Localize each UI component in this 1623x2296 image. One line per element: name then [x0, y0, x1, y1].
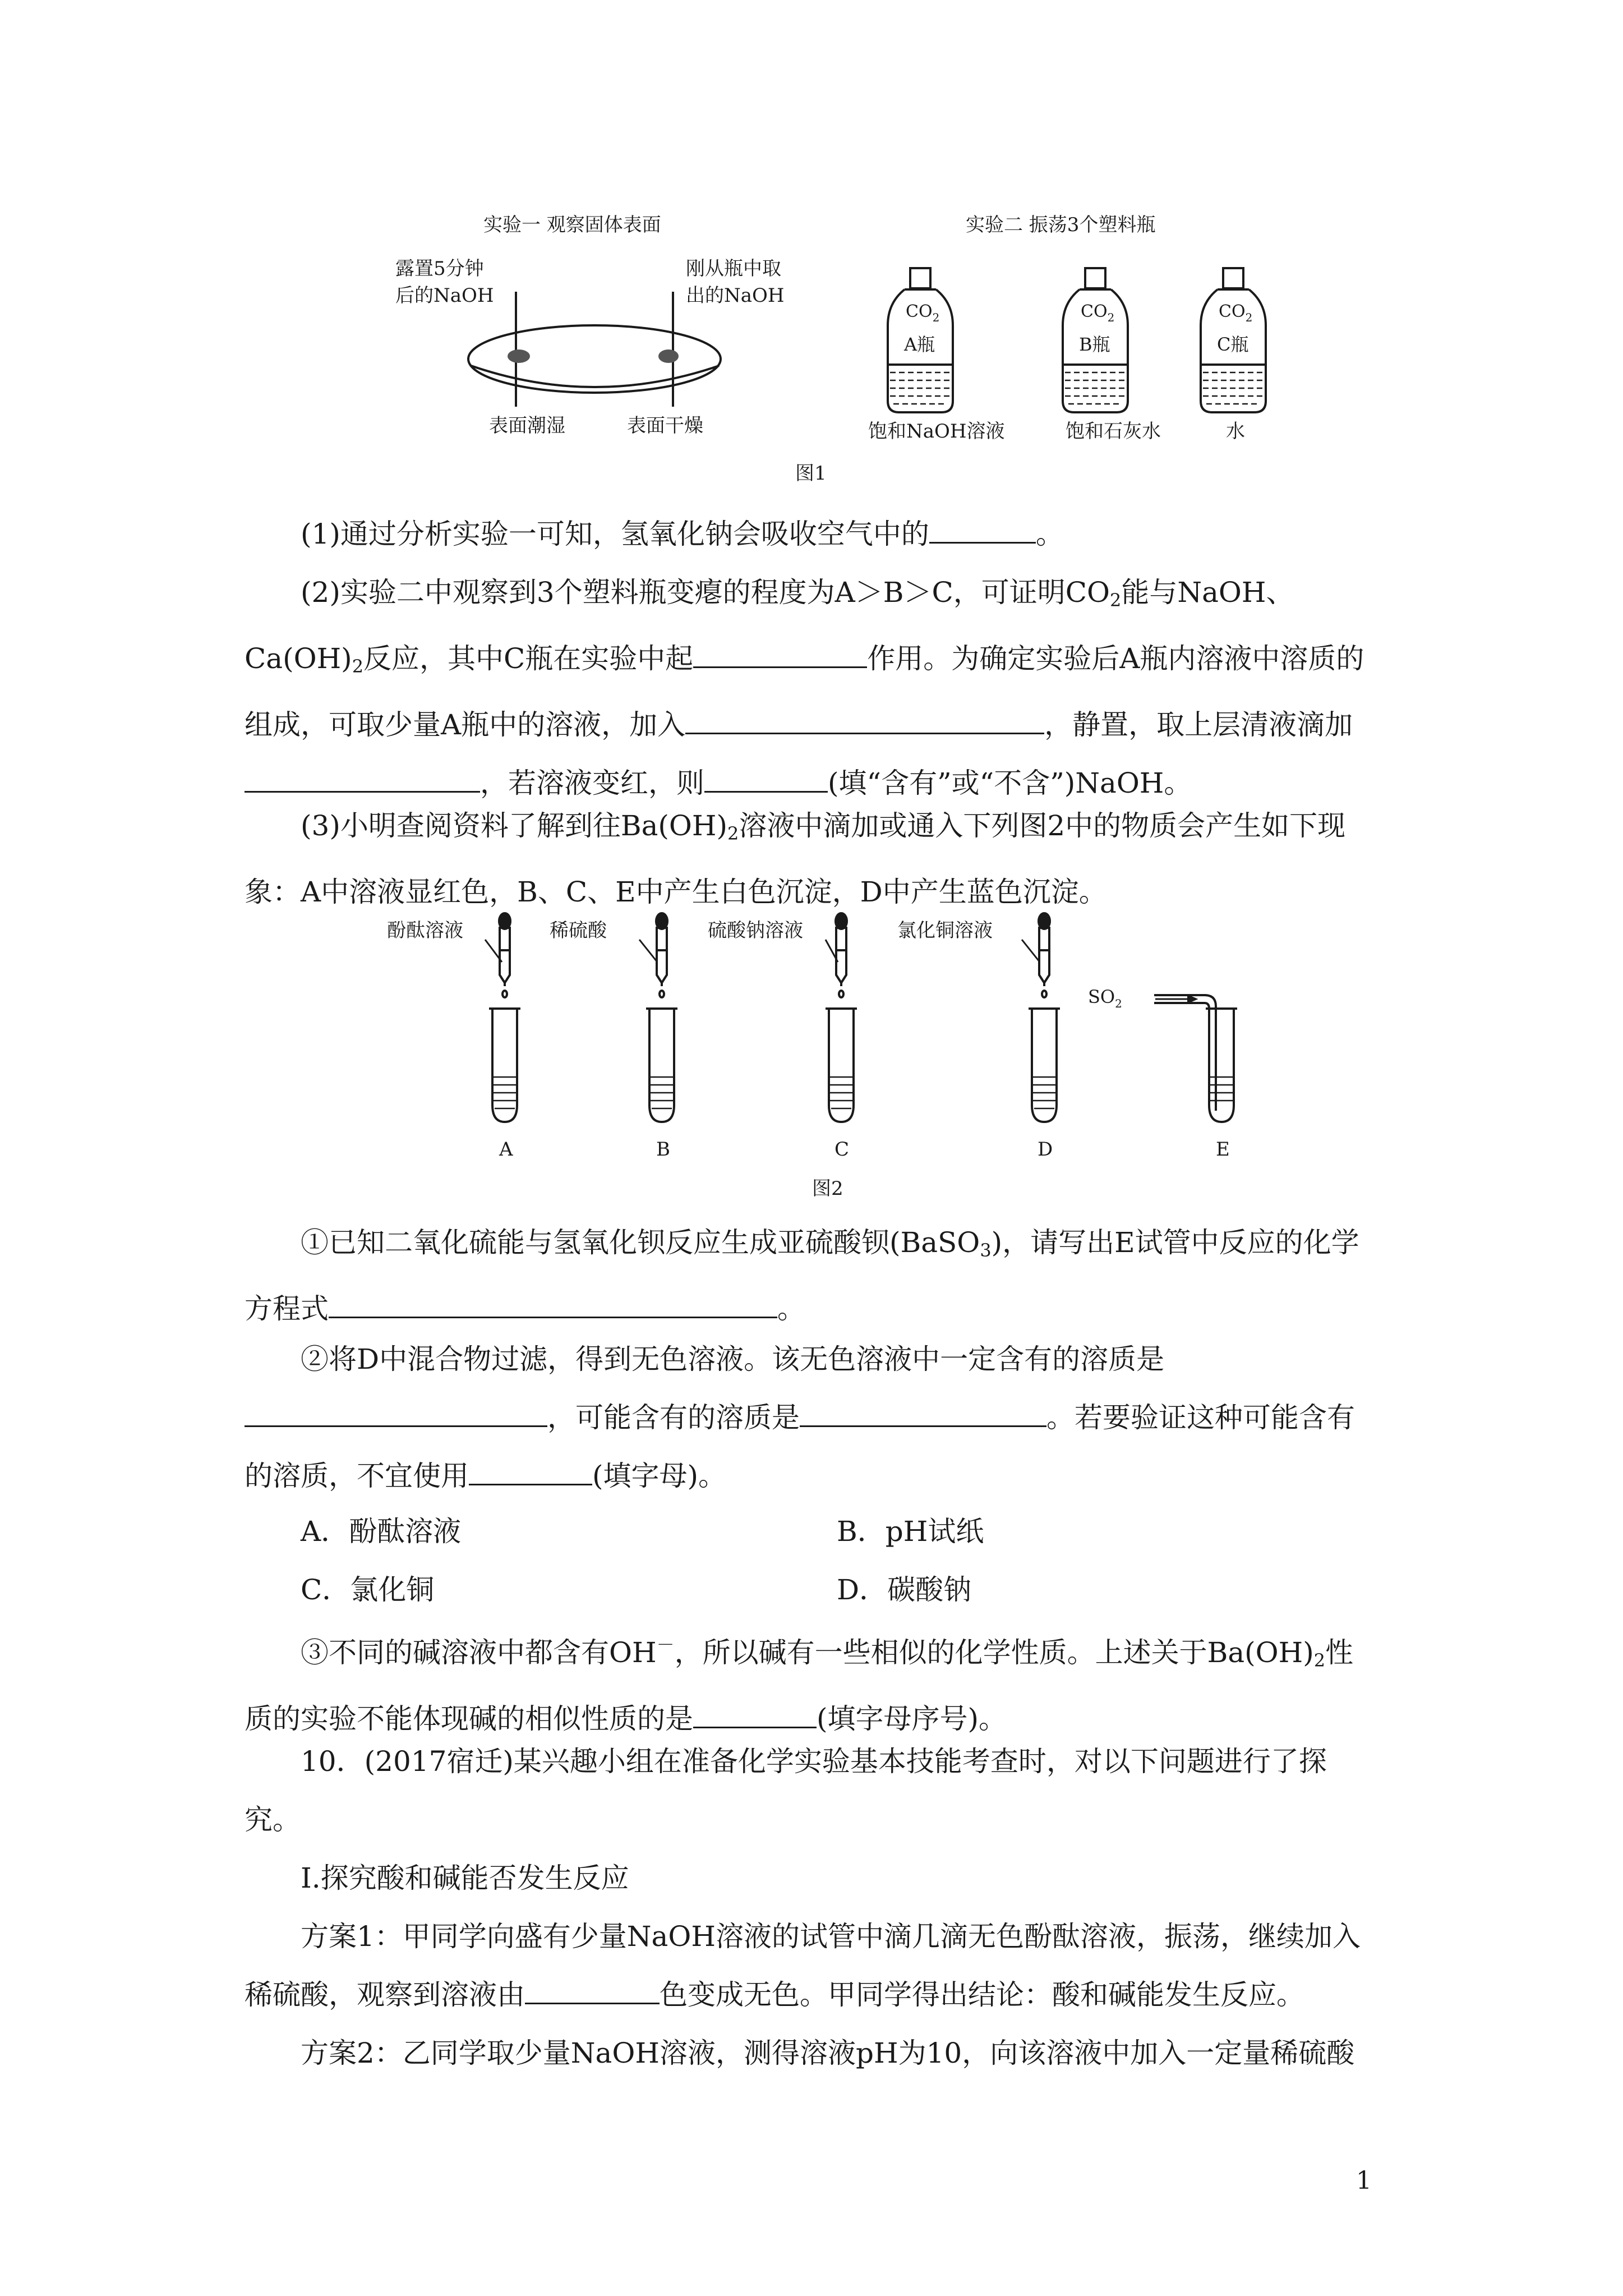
answer-blank-plan-1[interactable]: [525, 1978, 660, 2004]
tube-b-label: B: [656, 1138, 670, 1161]
question-2: (2)实验二中观察到3个塑料瓶变瘪的程度为A＞B＞C，可证明$CO_2$能与NaOH、$Ca(OH)_2$反应，其中C瓶在实验中起 作用。为确定实验后A瓶内溶液中溶质的组成，可取少量A瓶中的溶液，加入 ，静置，取上层清液滴加，若溶液变红，则 (填“含有”或“不含”)NaOH。: [245, 576, 1364, 799]
option-c: C．氯化铜: [301, 1573, 435, 1606]
reagent-a-label: 酚酞溶液: [387, 919, 463, 942]
tube-e-setup: [1154, 995, 1237, 1122]
question-3-3: ③不同的碱溶液中都含有OH－，所以碱有一些相似的化学性质。上述关于$Ba(OH)_2$性质的实验不能体现碱的相似性质的是 (填字母序号)。: [245, 1634, 1354, 1735]
answer-blank-2c[interactable]: [245, 766, 480, 793]
reagent-c-label: 硫酸钠溶液: [708, 919, 803, 942]
exp1-title: 实验一 观察固体表面: [483, 214, 661, 236]
answer-blank-2b[interactable]: [685, 708, 1044, 734]
tube-b-setup: [646, 913, 677, 1122]
figure-1: [0, 0, 1623, 505]
question-10: 10．(2017宿迁)某兴趣小组在准备化学实验基本技能考查时，对以下问题进行了探究。: [245, 1745, 1327, 1836]
plan-2: 方案2：乙同学取少量NaOH溶液，测得溶液pH为10，向该溶液中加入一定量稀硫酸: [301, 2037, 1355, 2069]
question-3: (3)小明查阅资料了解到往$Ba(OH)_2$溶液中滴加或通入下列图2中的物质会产生如下现象：A中溶液显红色，B、C、E中产生白色沉淀，D中产生蓝色沉淀。: [245, 809, 1346, 908]
figure-2-caption: 图2: [812, 1177, 843, 1200]
watch-glass: [468, 325, 721, 393]
bottle-a-label: A瓶: [904, 334, 935, 355]
bottle-b-caption: 饱和石灰水: [1066, 420, 1161, 443]
option-d: D．碳酸钠: [837, 1573, 972, 1606]
question-3-1: ①已知二氧化硫能与氢氧化钡反应生成亚硫酸钡(BaSO$_3$)，请写出E试管中反应的化学方程式 。: [245, 1226, 1359, 1325]
figure-2: [0, 909, 1623, 1223]
bottle-c-label: C瓶: [1217, 334, 1249, 355]
exp1-left-bottom: 表面潮湿: [489, 415, 565, 437]
exp1-left-label-1: 露置5分钟: [395, 257, 484, 280]
naoh-pellet-moist: [508, 349, 530, 363]
answer-blank-3-2a[interactable]: [245, 1401, 547, 1427]
question-3-2: ②将D中混合物过滤，得到无色溶液。该无色溶液中一定含有的溶质是，可能含有的溶质是 。若要验证这种可能含有的溶质，不宜使用 (填字母)。: [245, 1343, 1355, 1492]
tube-c-setup: [826, 913, 857, 1122]
exp1-left-label-2: 后的NaOH: [395, 284, 494, 307]
exp1-right-bottom: 表面干燥: [627, 415, 703, 437]
tube-e-label: E: [1216, 1138, 1230, 1161]
answer-blank-3-2c[interactable]: [469, 1459, 592, 1485]
answer-blank-3-3[interactable]: [693, 1702, 817, 1728]
bottle-a-caption: 饱和NaOH溶液: [868, 420, 1005, 443]
tube-a-label: A: [499, 1138, 513, 1161]
tube-a-setup: [489, 913, 520, 1122]
option-a: A．酚酞溶液: [301, 1515, 462, 1548]
figure-1-caption: 图1: [795, 462, 827, 485]
tube-d-label: D: [1038, 1138, 1053, 1161]
bottle-c-co2: $CO_2$: [1219, 302, 1253, 324]
answer-blank-1[interactable]: [929, 517, 1036, 544]
naoh-pellet-dry: [658, 349, 679, 363]
reagent-b-label: 稀硫酸: [550, 919, 607, 942]
exp2-title: 实验二 振荡3个塑料瓶: [966, 214, 1156, 236]
bottle-a-co2: $CO_2$: [906, 302, 940, 324]
so2-label: $SO_2$: [1088, 986, 1122, 1010]
plan-1: 方案1：甲同学向盛有少量NaOH溶液的试管中滴几滴无色酚酞溶液，振荡，继续加入稀硫酸，观察到溶液由 色变成无色。甲同学得出结论：酸和碱能发生反应。: [245, 1920, 1361, 2011]
reagent-d-label: 氯化铜溶液: [897, 919, 993, 942]
tube-d-setup: [1029, 913, 1060, 1122]
answer-blank-2d[interactable]: [704, 766, 828, 793]
exp1-right-label-2: 出的NaOH: [686, 284, 785, 307]
bottle-b-label: B瓶: [1079, 334, 1110, 355]
option-b: B．pH试纸: [837, 1515, 984, 1548]
page-number: 1: [1356, 2166, 1372, 2195]
answer-blank-3-1[interactable]: [329, 1292, 777, 1318]
answer-blank-2a[interactable]: [693, 642, 867, 668]
tube-c-label: C: [834, 1138, 850, 1161]
section-1-title: Ⅰ.探究酸和碱能否发生反应: [301, 1862, 629, 1894]
answer-blank-3-2b[interactable]: [800, 1401, 1046, 1427]
bottle-b-co2: $CO_2$: [1081, 302, 1115, 324]
exp1-right-label-1: 刚从瓶中取: [686, 257, 781, 280]
bottle-c-caption: 水: [1226, 420, 1245, 443]
question-1: (1)通过分析实验一可知，氢氧化钠会吸收空气中的 。: [301, 518, 1064, 550]
